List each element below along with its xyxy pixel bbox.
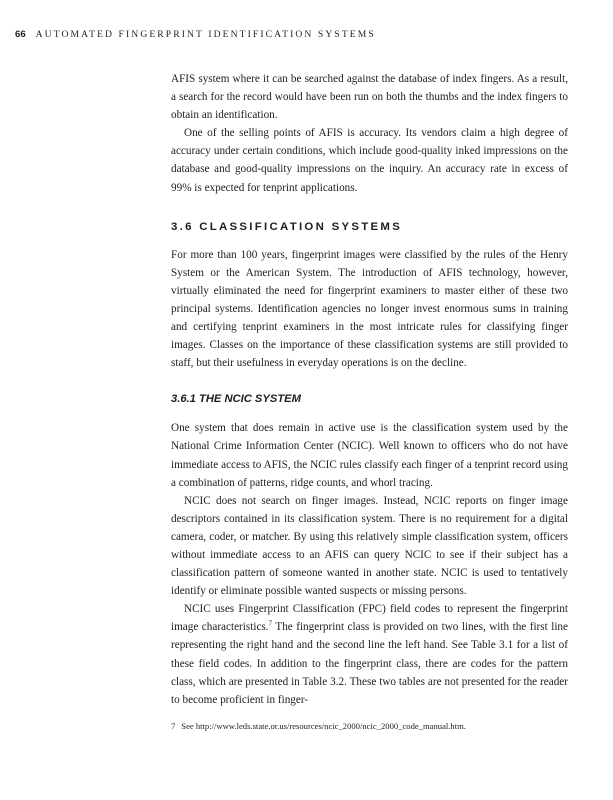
footnote-mark: 7 <box>171 721 176 731</box>
paragraph-text: NCIC uses Fingerprint Classification (FPC) field codes to represent the fingerprint image characteristics. <box>171 603 568 634</box>
paragraph-text: The fingerprint class is provided on two lines, with the first line representing the right hand and the second line the left hand. See Table 3.1 for a list of these field codes. In addition to the fingerprint class, there are codes for the pattern class, which are presented in Table 3.2. These two tables are not presented for the reader to become proficient in finger- <box>171 621 568 706</box>
running-head <box>15 29 376 40</box>
section-heading: 3.6 CLASSIFICATION SYSTEMS <box>171 220 403 233</box>
footnote <box>171 720 568 732</box>
page-number: 66 <box>15 29 26 40</box>
paragraph: NCIC does not search on finger images. Instead, NCIC reports on finger image descriptors contained in its classification system. There is no requirement for a digital camera, coder, or matcher. By using this relatively simple classification system, officers without immediate access to an AFIS can query NCIC to see if their subject has a classification pattern of someone wanted in another state. NCIC is used to tentatively identify or eliminate possible wanted suspects or missing persons. <box>171 494 568 598</box>
running-head-title: AUTOMATED FINGERPRINT IDENTIFICATION SYSTEMS <box>35 29 376 40</box>
paragraph: AFIS system where it can be searched against the database of index fingers. As a result, a search for the record would have been run on both the thumbs and the index fingers to obtain an identification. <box>171 73 568 122</box>
paragraph: For more than 100 years, fingerprint images were classified by the rules of the Henry System or the American System. The introduction of AFIS technology, however, virtually eliminated the need for fingerprint examiners to master either of these two principal systems. Identification agencies no longer invest enormous sums in training and certifying tenprint examiners in the most intricate rules for classifying finger images. Classes on the importance of these classification systems are still provided to staff, but their usefulness in everyday operations is on the decline. <box>171 248 568 370</box>
paragraph <box>171 600 568 709</box>
subsection-heading: 3.6.1 THE NCIC SYSTEM <box>171 393 301 406</box>
paragraph: One of the selling points of AFIS is accuracy. Its vendors claim a high degree of accuracy under certain conditions, which include good-quality inked impressions on the database and good-quality impressions on the inquiry. An accuracy rate in excess of 99% is expected for tenprint applications. <box>171 127 568 194</box>
main-text <box>171 70 568 709</box>
paragraph: One system that does remain in active use is the classification system used by the National Crime Information Center (NCIC). Well known to officers who do not have immediate access to AFIS, the NCIC rules classify each finger of a tenprint record using a combination of patterns, ridge counts, and whorl tracing. <box>171 422 568 489</box>
footnote-text: See http://www.leds.state.or.us/resources/ncic_2000/ncic_2000_code_manual.htm. <box>181 721 466 731</box>
footnote-reference[interactable]: 7 <box>268 619 273 628</box>
